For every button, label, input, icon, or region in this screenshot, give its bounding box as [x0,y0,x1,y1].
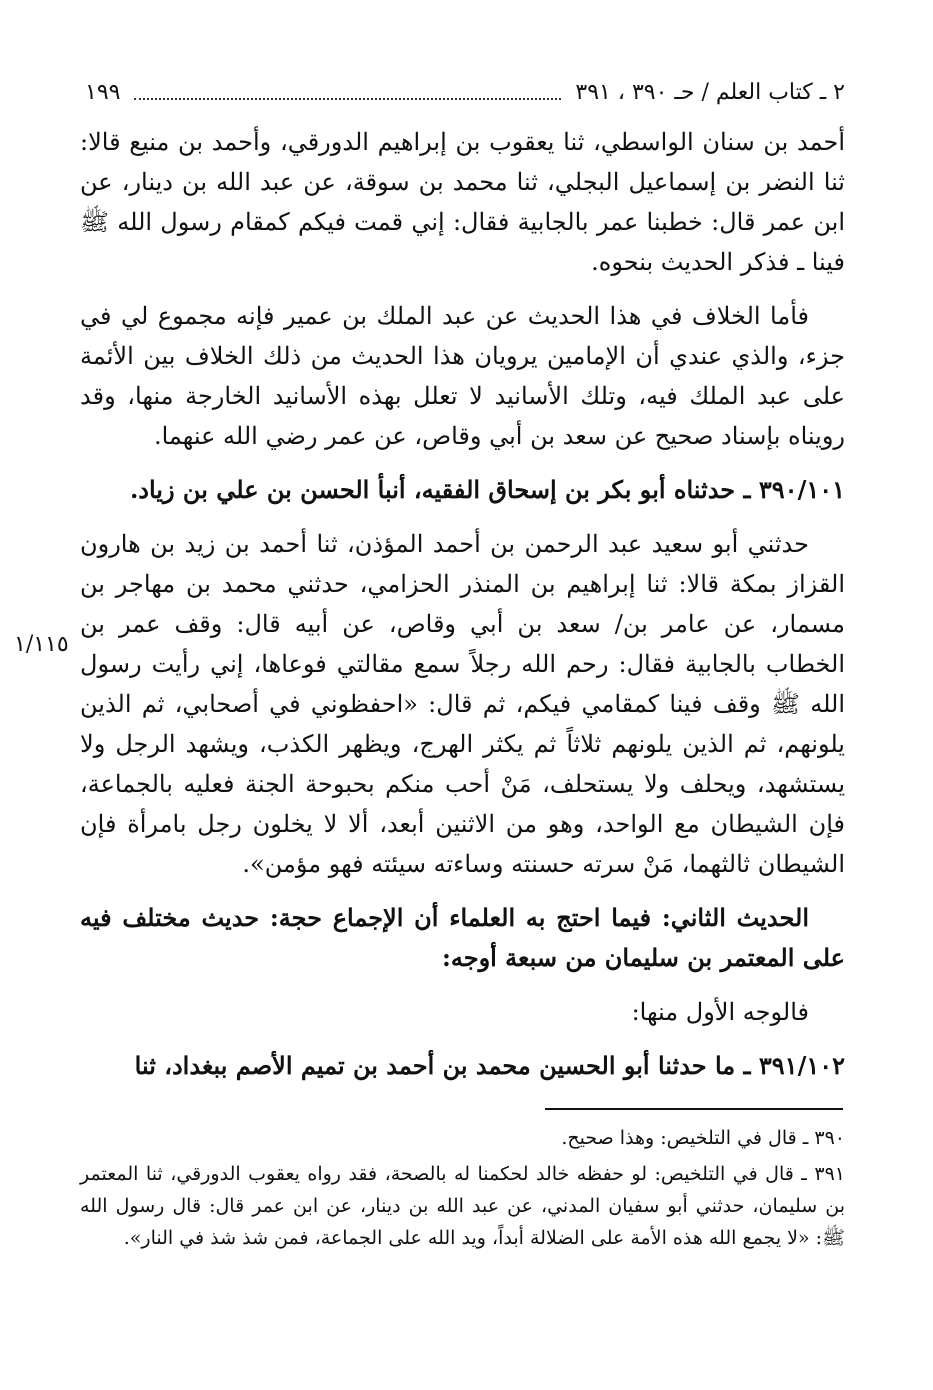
footnotes [80,1122,845,1258]
page-number: ١٩٩ [85,79,121,105]
hadith-number-391-102: ٣٩١/١٠٢ ـ ما حدثنا أبو الحسين محمد بن أحمد بن تميم الأصم ببغداد، ثنا [134,1051,845,1080]
paragraph-first-aspect: فالوجه الأول منها: [631,998,809,1026]
main-text [80,122,845,1100]
footnote-391: ٣٩١ ـ قال في التلخيص: لو حفظه خالد لحكمنا له بالصحة، فقد رواه يعقوب الدورقي، ثنا المعتمر بن سليمان، حدثني أبو سفيان المدني، عن عبد الله بن دينار، عن ابن عمر قال: قال رسول الله ﷺ: «لا يجمع الله هذه الأمة على الضلالة أبداً، ويد الله على الجماعة، فمن شذ شذ في النار». [80,1163,845,1249]
header-dot-leader [134,84,561,100]
paragraph-commentary: فأما الخلاف في هذا الحديث عن عبد الملك بن عمير فإنه مجموع لي في جزء، والذي عندي أن الإمامين يرويان هذا الحديث من ذلك الخلاف بين الأئمة على عبد الملك فيه، وتلك الأسانيد لا تعلل بهذه الأسانيد الخارجة منها، وقد رويناه بإسناد صحيح عن سعد بن أبي وقاص، عن عمر رضي الله عنهما. [80,302,845,450]
footnote-separator [545,1108,843,1110]
hadith-number-390-101: ٣٩٠/١٠١ ـ حدثناه أبو بكر بن إسحاق الفقيه، أنبأ الحسن بن علي بن زياد. [129,475,845,504]
running-title: ٢ ـ كتاب العلم / حـ ٣٩٠ ، ٣٩١ [575,79,845,105]
page-header [85,72,845,112]
manuscript-folio-note: ١/١١٥ [14,632,69,657]
footnote-390: ٣٩٠ ـ قال في التلخيص: وهذا صحيح. [561,1127,845,1149]
paragraph-isnad-continuation: أحمد بن سنان الواسطي، ثنا يعقوب بن إبراهيم الدورقي، وأحمد بن منيع قالا: ثنا النضر بن إسماعيل البجلي، ثنا محمد بن سوقة، عن عبد الله بن دينار، عن ابن عمر قال: خطبنا عمر بالجابية فقال: إني قمت فيكم كمقام رسول الله ﷺ فينا ـ فذكر الحديث بنحوه. [80,128,845,276]
paragraph-hadith-text: حدثني أبو سعيد عبد الرحمن بن أحمد المؤذن، ثنا أحمد بن زيد بن هارون القزاز بمكة قالا: ثنا إبراهيم بن المنذر الحزامي، حدثني محمد بن مهاجر بن مسمار، عن عامر بن/ سعد بن أبي وقاص، عن أبيه قال: وقف عمر بن الخطاب بالجابية فقال: رحم الله رجلاً سمع مقالتي فوعاها، إني رأيت رسول الله ﷺ وقف فينا كمقامي فيكم، ثم قال: «احفظوني في أصحابي، ثم الذين يلونهم، ثم الذين يلونهم ثلاثاً ثم يكثر الهرج، ويظهر الكذب، ويشهد الرجل ولا يستشهد، ويحلف ولا يستحلف، مَنْ أحب منكم بحبوحة الجنة فعليه بالجماعة، فإن الشيطان مع الواحد، وهو من الاثنين أبعد، ألا لا يخلون رجل بامرأة فإن الشيطان ثالثهما، مَنْ سرته حسنته وساءته سيئته فهو مؤمن». [80,530,845,878]
section-heading-second-hadith: الحديث الثاني: فيما احتج به العلماء أن الإجماع حجة: حديث مختلف فيه على المعتمر بن سليمان من سبعة أوجه: [80,903,845,972]
